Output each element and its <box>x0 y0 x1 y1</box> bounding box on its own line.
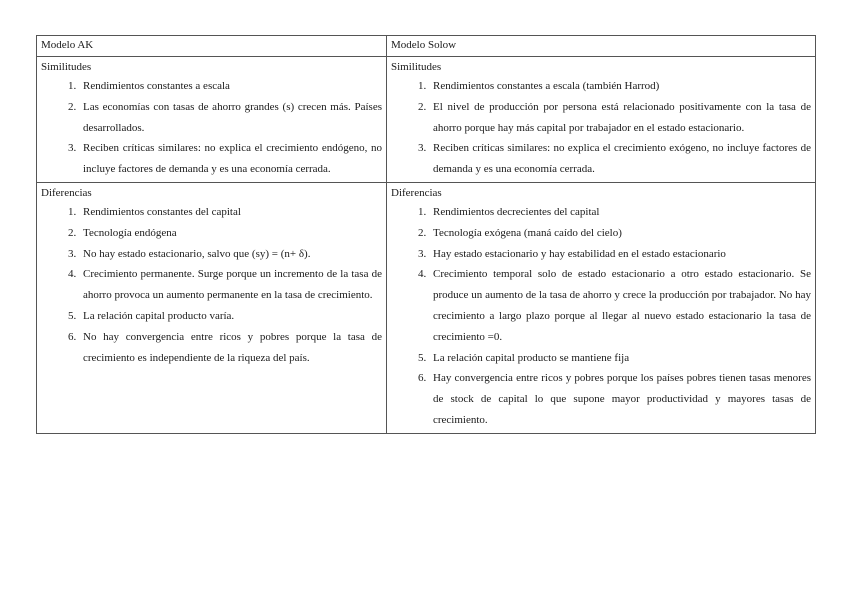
header-modelo-ak: Modelo AK <box>37 36 387 57</box>
list-item: 2. Tecnología endógena <box>79 223 382 244</box>
row-similitudes <box>37 57 816 183</box>
cell-ak-diferencias <box>37 182 387 433</box>
list-item: 6. No hay convergencia entre ricos y pobres porque la tasa de crecimiento es independiente de la riqueza del país. <box>79 327 382 369</box>
list-item: 1. Rendimientos constantes del capital <box>79 202 382 223</box>
list-item: 6. Hay convergencia entre ricos y pobres porque los países pobres tienen tasas menores de stock de capital lo que supone mayor productividad y mayores tasas de crecimiento. <box>429 368 811 430</box>
section-label: Diferencias <box>391 186 442 199</box>
comparison-table <box>36 35 816 434</box>
list-item: 2. El nivel de producción por persona está relacionado positivamente con la tasa de ahorro porque hay más capital por trabajador en el estado estacionario. <box>429 97 811 139</box>
list-solow-diferencias <box>391 202 811 431</box>
list-ak-similitudes <box>41 76 382 180</box>
section-label: Similitudes <box>41 61 92 73</box>
list-item: 3. Reciben críticas similares: no explica el crecimiento exógeno, no incluye factores de demanda y es una economía cerrada. <box>429 138 811 180</box>
list-item: 1. Rendimientos constantes a escala <box>79 76 382 97</box>
list-item: 2. Tecnología exógena (maná caído del cielo) <box>429 223 811 244</box>
section-label: Similitudes <box>391 61 442 73</box>
row-diferencias <box>37 182 816 433</box>
list-ak-diferencias <box>41 202 382 368</box>
list-solow-similitudes <box>391 76 811 180</box>
list-item: 3. No hay estado estacionario, salvo que (sy) = (n+ δ). <box>79 244 382 265</box>
list-item: 4. Crecimiento temporal solo de estado estacionario a otro estado estacionario. Se produce un aumento de la tasa de ahorro y crece la producción por trabajador. No hay crecimiento a largo plazo porque al llegar al nuevo estado estacionario la tasa de crecimiento =0. <box>429 264 811 347</box>
list-item: 3. Hay estado estacionario y hay estabilidad en el estado estacionario <box>429 244 811 265</box>
cell-ak-similitudes <box>37 57 387 183</box>
cell-solow-diferencias <box>387 182 816 433</box>
section-label: Diferencias <box>41 186 92 199</box>
list-item: 4. Crecimiento permanente. Surge porque un incremento de la tasa de ahorro provoca un aumento permanente en la tasa de crecimiento. <box>79 264 382 306</box>
header-modelo-solow: Modelo Solow <box>387 36 816 57</box>
list-item: 2. Las economías con tasas de ahorro grandes (s) crecen más. Países desarrollados. <box>79 97 382 139</box>
header-row <box>37 36 816 57</box>
list-item: 1. Rendimientos decrecientes del capital <box>429 202 811 223</box>
list-item: 5. La relación capital producto varía. <box>79 306 382 327</box>
list-item: 1. Rendimientos constantes a escala (también Harrod) <box>429 76 811 97</box>
list-item: 3. Reciben críticas similares: no explica el crecimiento endógeno, no incluye factores de demanda y es una economía cerrada. <box>79 138 382 180</box>
list-item: 5. La relación capital producto se mantiene fija <box>429 348 811 369</box>
cell-solow-similitudes <box>387 57 816 183</box>
